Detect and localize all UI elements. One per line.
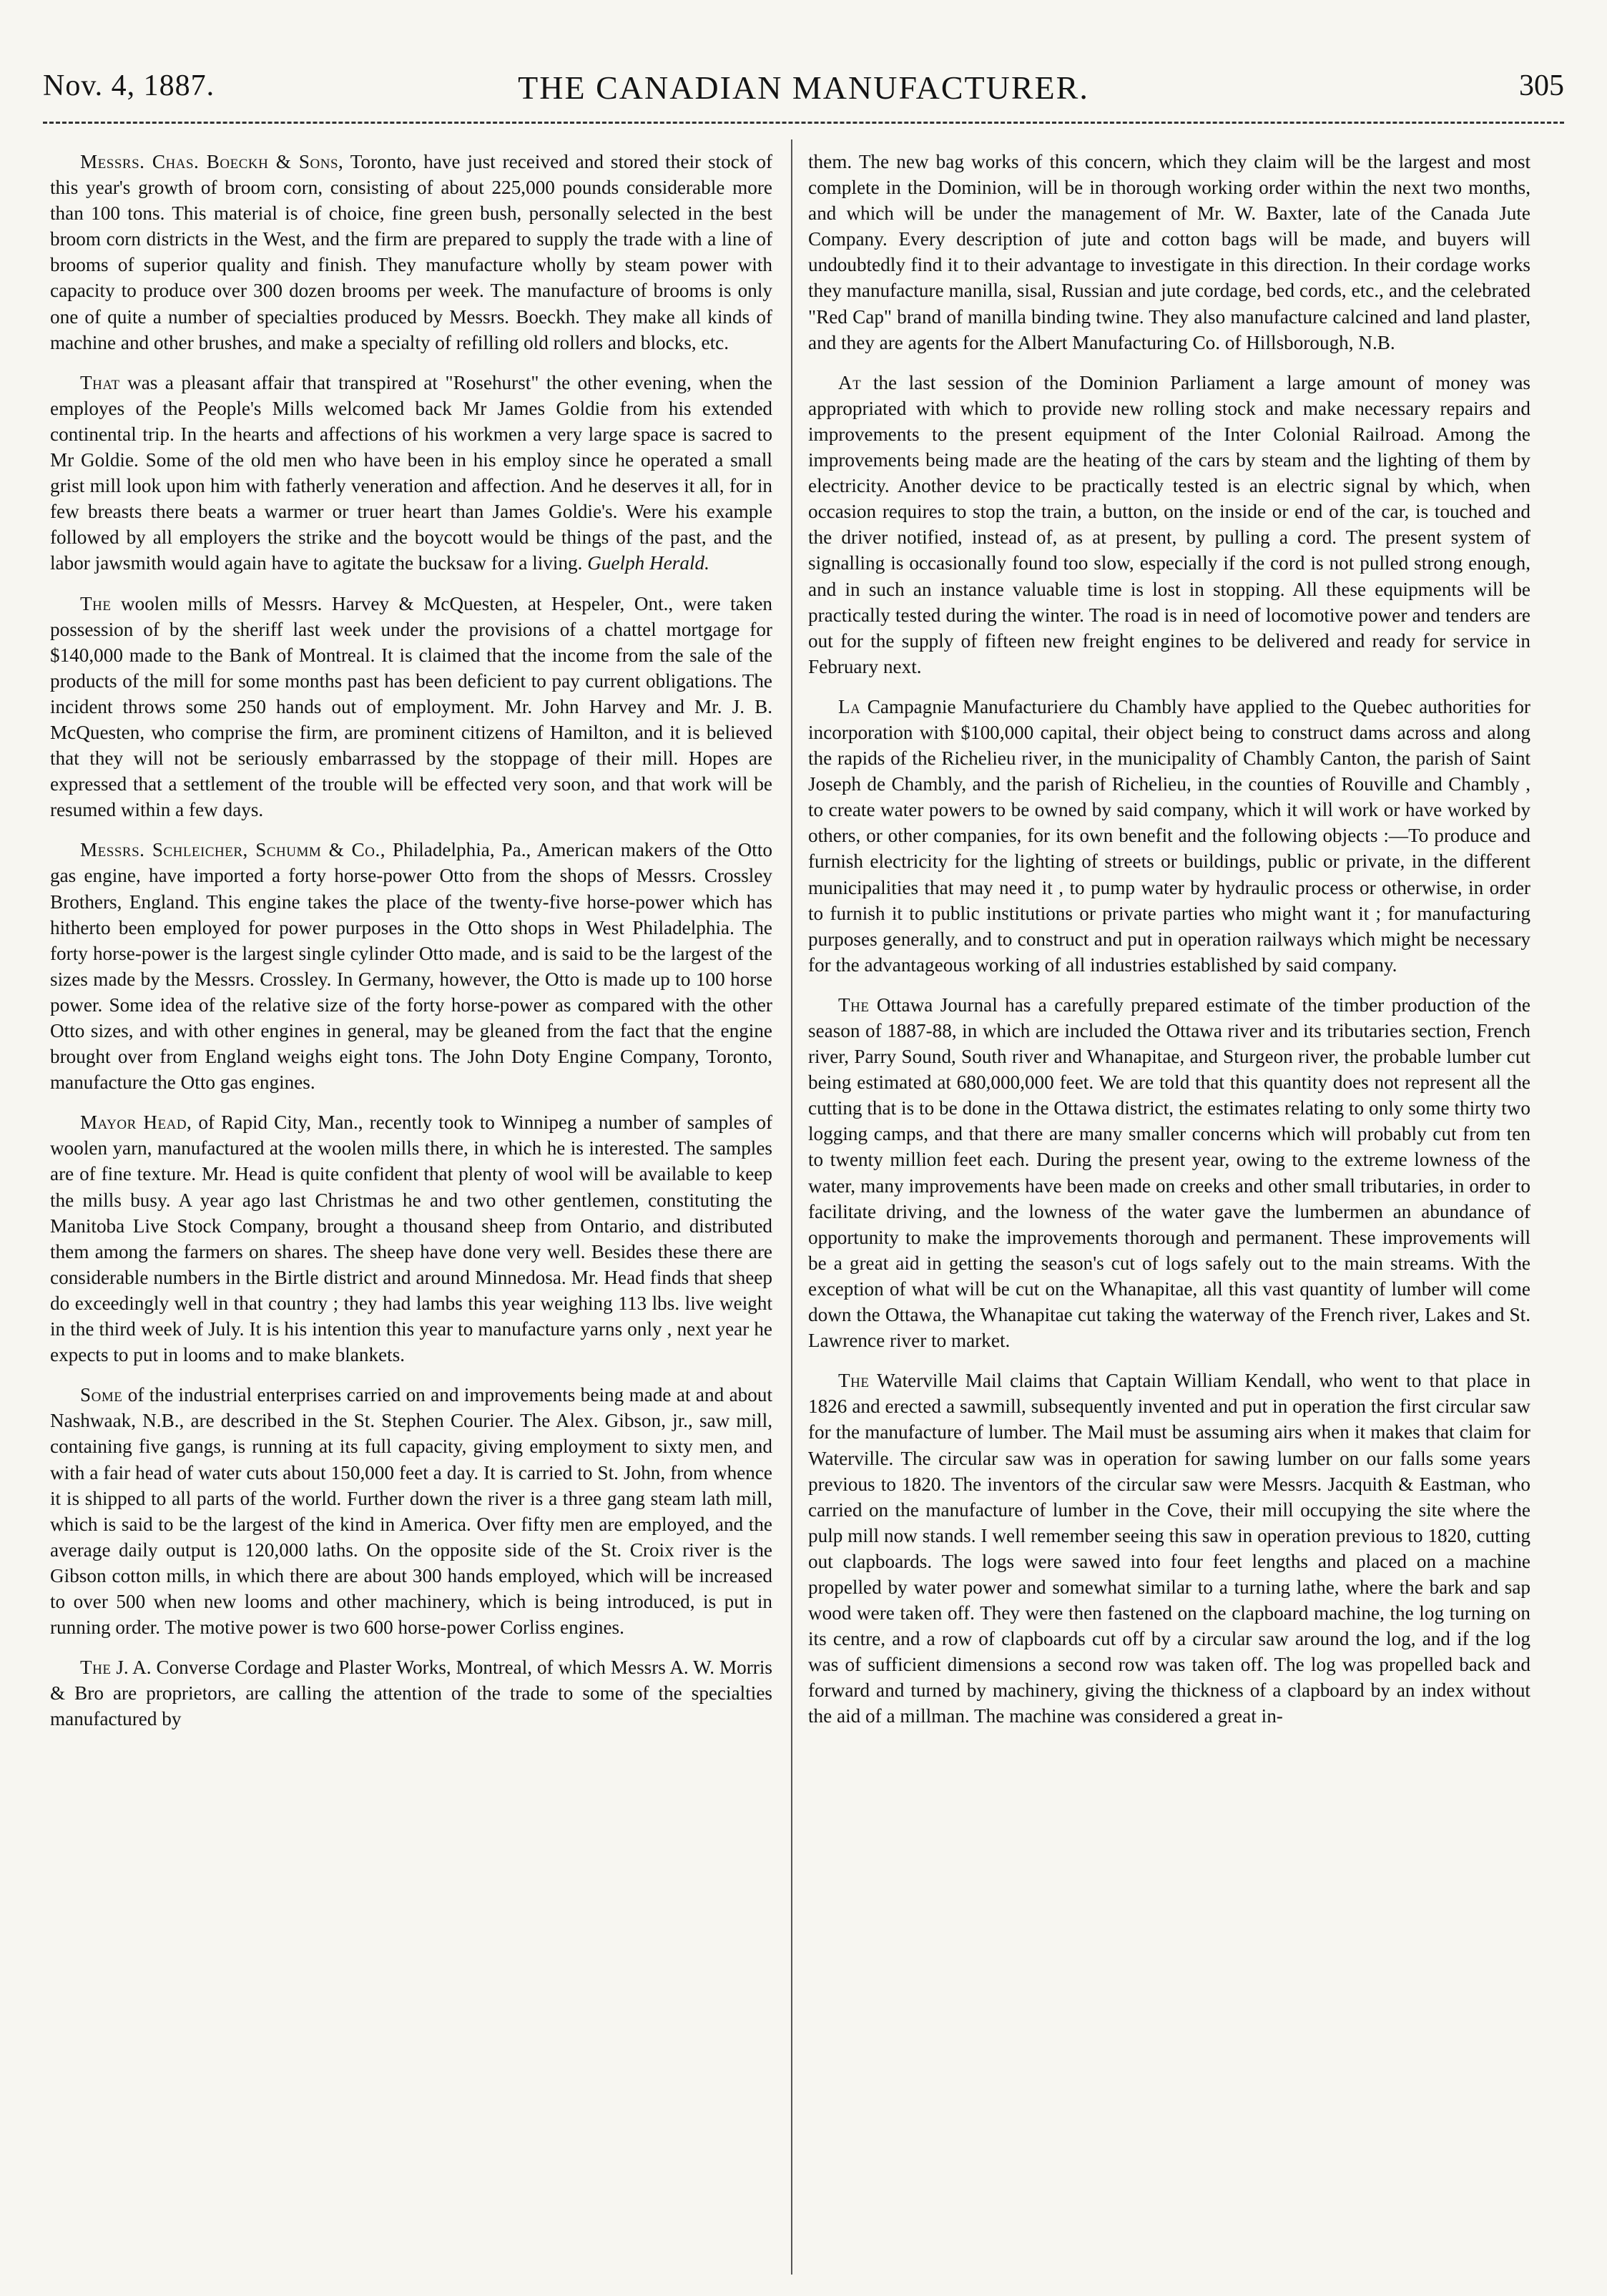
body-text: of Rapid City, Man., recently took to Winnipeg a number of samples of woolen yarn, manufactured at the woolen mills there, in which he is interested. The samples are of fine texture. Mr. Head is quite confident that plenty of wool will be available to keep the mills busy. A year ago last Christmas he and two other gentlemen, constituting the Manitoba Live Stock Company, brought a thousand sheep from Ontario, and distributed them among the farmers on shares. The sheep have done very well. Besides these there are considerable numbers in the Birtle district and around Minnedosa. Mr. Head finds that sheep do exceedingly well in that country ; they had lambs this year weighing 113 lbs. live weight in the third week of July. It is his intention this year to manufacture yarns only , next year he expects to put in looms and to make blankets. [50, 1112, 772, 1366]
lead-text: Messrs. Schleicher, Schumm & Co., [80, 839, 386, 861]
body-text: of the industrial enterprises carried on and improvements being made at and about Nashwaak, N.B., are described in the St. Stephen Courier. The Alex. Gibson, jr., saw mill, containing five gangs, is running at its full capacity, giving employment to sixty men, and with a fair head of water cuts about 150,000 feet a day. It is carried to St. John, from whence it is shipped to all parts of the world. Further down the river is a three gang steam lath mill, which is said to be the largest of the kind in America. Over fifty men are employed, and the average daily output is 120,000 laths. On the opposite side of the St. Croix river is the Gibson cotton mills, in which there are about 300 hands employed, which will be increased to over 500 when new looms and other machinery, which is being introduced, is put in running order. The motive power is two 600 horse-power Corliss engines. [50, 1384, 772, 1639]
article-mayor-head [50, 1109, 772, 1368]
header-rule [43, 122, 1564, 124]
lead-text: The [838, 994, 870, 1016]
lead-text: Messrs. Chas. Boeckh & Sons, [80, 151, 344, 172]
lead-text: Mayor Head, [80, 1112, 192, 1134]
body-text: Waterville Mail claims that Captain William Kendall, who went to that place in 1826 and erected a sawmill, subsequently invented and put in operation the first circular saw for the manufacture of lumber. The Mail must be assuming airs when it makes that claim for Waterville. The circular saw was in operation for sawing lumber on our falls some years previous to 1820. The inventors of the circular saw were Messrs. Jacquith & Eastman, who carried on the manufacture of lumber in the Cove, their mill occupying the site where the pulp mill now stands. I well remember seeing this saw in operation previous to 1820, cutting out clapboards. The logs were sawed into four feet lengths and placed on a machine propelled by water power and somewhat similar to a turning lathe, where the bark and sap wood were taken off. They were then fastened on the clapboard machine, the log turning on its centre, and a row of clapboards cut off by a circular saw around the log, and if the log was of sufficient dimensions a second row was taken off. The log was propelled back and forward and turned by machinery, giving the thickness of a clapboard by an index without the aid of a millman. The machine was considered a great in- [808, 1370, 1530, 1727]
article-chambly [808, 694, 1530, 978]
lead-text: La [838, 695, 861, 717]
article-intercolonial [808, 370, 1530, 680]
article-harvey-mcquesten [50, 591, 772, 823]
body-text: Ottawa Journal has a carefully prepared estimate of the timber production of the season of 1887-88, in which are included the Ottawa river and its tributaries section, French river, Parry Sound, South river and Whanapitae, and Sturgeon river, the probable lumber cut being estimated at 680,000,000 feet. We are told that this quantity does not represent all the cutting that is to be done in the Ottawa district, the estimates relating to only some thirty two logging camps, and that there are many smaller concerns which will probably cut from ten to twenty million feet each. During the present year, owing to the extreme lowness of the water, many improvements have been made on creeks and other small tributaries, in order to facilitate driving, and the lowness of the water gave the lumbermen an abundance of opportunity to make the improvements thorough and permanent. These improvements will be a great aid in getting the season's cut of logs safely out to the main streams. With the exception of what will be cut on the Whanapitae, all this vast quantity of lumber will come down the Ottawa, the Whanapitae cut taking the waterway of the French river, Lakes and St. Lawrence river to market. [808, 994, 1530, 1352]
article-converse-cordage [50, 1654, 772, 1732]
article-converse-continued [808, 149, 1530, 355]
lead-text: The [80, 592, 112, 614]
lead-text: The [80, 1657, 112, 1679]
body-text: woolen mills of Messrs. Harvey & McQuesten, at Hespeler, Ont., were taken possession of by the sheriff last week under the provisions of a chattel mortgage for $140,000 made to the Bank of Montreal. It is claimed that the income from the sale of the products of the mill for some months past has been deficient to pay current obligations. The incident throws some 250 hands out of employment. Mr. John Harvey and Mr. J. B. McQuesten, who comprise the firm, are prominent citizens of Hamilton, and it is believed that they will not be seriously embarrassed by the stoppage of their mill. Hopes are expressed that a settlement of the trouble will be effected very soon, and that work will be resumed within a few days. [50, 592, 772, 821]
column-divider [791, 139, 792, 2275]
body-text: was a pleasant affair that transpired at "Rosehurst" the other evening, when the employes of the People's Mills welcomed back Mr James Goldie from his extended continental trip. In the hearts and affections of his workmen a very large space is sacred to Mr Goldie. Some of the old men who have been in his employ since he operated a small grist mill look upon him with fatherly veneration and affection. And he deserves it all, for in few breasts there beats a warmer or truer heart than James Goldie's. Were his example followed by all employers the strike and the boycott would be things of the past, and the labor jawsmith would again have to agitate the bucksaw for a living. [50, 371, 772, 574]
publication-title: THE CANADIAN MANUFACTURER. [518, 69, 1089, 106]
body-text: Philadelphia, Pa., American makers of the Otto gas engine, have imported a forty horse-power Otto from the shops of Messrs. Crossley Brothers, England. This engine takes the place of the twenty-five horse-power which has hitherto been employed for power purposes in the Otto shops in West Philadelphia. The forty horse-power is the largest single cylinder Otto made, and is said to be the largest of the sizes made by the Messrs. Crossley. In Germany, however, the Otto is made up to 100 horse power. Some idea of the relative size of the forty horse-power as compared with the other Otto sizes, and with other engines in general, may be gleaned from the fact that the engine brought over from England weighs eight tons. The John Doty Engine Company, Toronto, manufacture the Otto gas engines. [50, 839, 772, 1094]
left-column [50, 149, 772, 2273]
body-text: the last session of the Dominion Parliament a large amount of money was appropriated with which to provide new rolling stock and make necessary repairs and improvements to the present equipment of the Inter Colonial Railroad. Among the improvements being made are the heating of the cars by steam and the lighting of them by electricity. Another device to be practically tested is an electric signal by which, when occasion requires to stop the train, a button, on the inside or end of the car, is touched and the driver notified, instead of, as at present, by pulling a cord. The present system of signalling is occasionally found too slow, especially if the cord is not pulled strong enough, and in such an instance valuable time is lost in stopping. All these equipments will be practically tested during the winter. The road is in need of locomotive power and tenders are out for the supply of fifteen new freight engines to be delivered and ready for service in February next. [808, 371, 1530, 677]
article-ottawa-journal [808, 992, 1530, 1353]
page-number: 305 [1519, 69, 1564, 102]
article-nashwaak [50, 1382, 772, 1640]
article-goldie [50, 370, 772, 577]
article-schleicher [50, 837, 772, 1095]
issue-date: Nov. 4, 1887. [43, 69, 215, 102]
lead-text: That [80, 371, 120, 393]
article-boeckh [50, 149, 772, 355]
lead-text: The [838, 1370, 870, 1392]
source-credit: Guelph Herald. [582, 552, 709, 574]
body-text: Toronto, have just received and stored their stock of this year's growth of broom corn, consisting of about 225,000 pounds considerable more than 100 tons. This material is of choice, fine green bush, personally selected in the best broom corn districts in the West, and the firm are prepared to supply the trade with a line of brooms of superior quality and finish. They manufacture wholly by steam power with capacity to produce over 300 dozen brooms per week. The manufacture of brooms is only one of quite a number of specialties produced by Messrs. Boeckh. They make all kinds of machine and other brushes, and make a specialty of refilling old rollers and blocks, etc. [50, 151, 772, 353]
lead-text: At [838, 371, 862, 393]
right-column [808, 149, 1530, 2273]
body-text: J. A. Converse Cordage and Plaster Works, Montreal, of which Messrs A. W. Morris & Bro are proprietors, are calling the attention of the trade to some of the specialties manufactured by [50, 1657, 772, 1730]
page-header [43, 69, 1564, 112]
body-text: Campagnie Manufacturiere du Chambly have applied to the Quebec authorities for incorporation with $100,000 capital, their object being to construct dams across and along the rapids of the Richelieu river, in the municipality of Chambly Canton, the parish of Saint Joseph de Chambly, and the parish of Richelieu, in the counties of Rouville and Chambly , to create water powers to be owned by said company, which it will work or have worked by others, or other companies, for its own benefit and the following objects :—To produce and furnish electricity for the lighting of streets or buildings, public or private, in the different municipalities that may need it , to pump water by hydraulic process or otherwise, in order to furnish it to public institutions or private parties who might want it ; for manufacturing purposes generally, and to construct and put in operation railways which might be necessary for the advantageous working of all industries established by said company. [808, 695, 1530, 976]
lead-text: Some [80, 1384, 123, 1406]
body-text: them. The new bag works of this concern, which they claim will be the largest and most complete in the Dominion, will be in thorough working order within the next two months, and which will be under the management of Mr. W. Baxter, late of the Canada Jute Company. Every description of jute and cotton bags will be made, and buyers will undoubtedly find it to their advantage to investigate in this direction. In their cordage works they manufacture manilla, sisal, Russian and jute cordage, bed cords, etc., and the celebrated "Red Cap" brand of manilla binding twine. They also manufacture calcined and land plaster, and they are agents for the Albert Manufacturing Co. of Hillsborough, N.B. [808, 151, 1530, 353]
article-waterville [808, 1368, 1530, 1729]
